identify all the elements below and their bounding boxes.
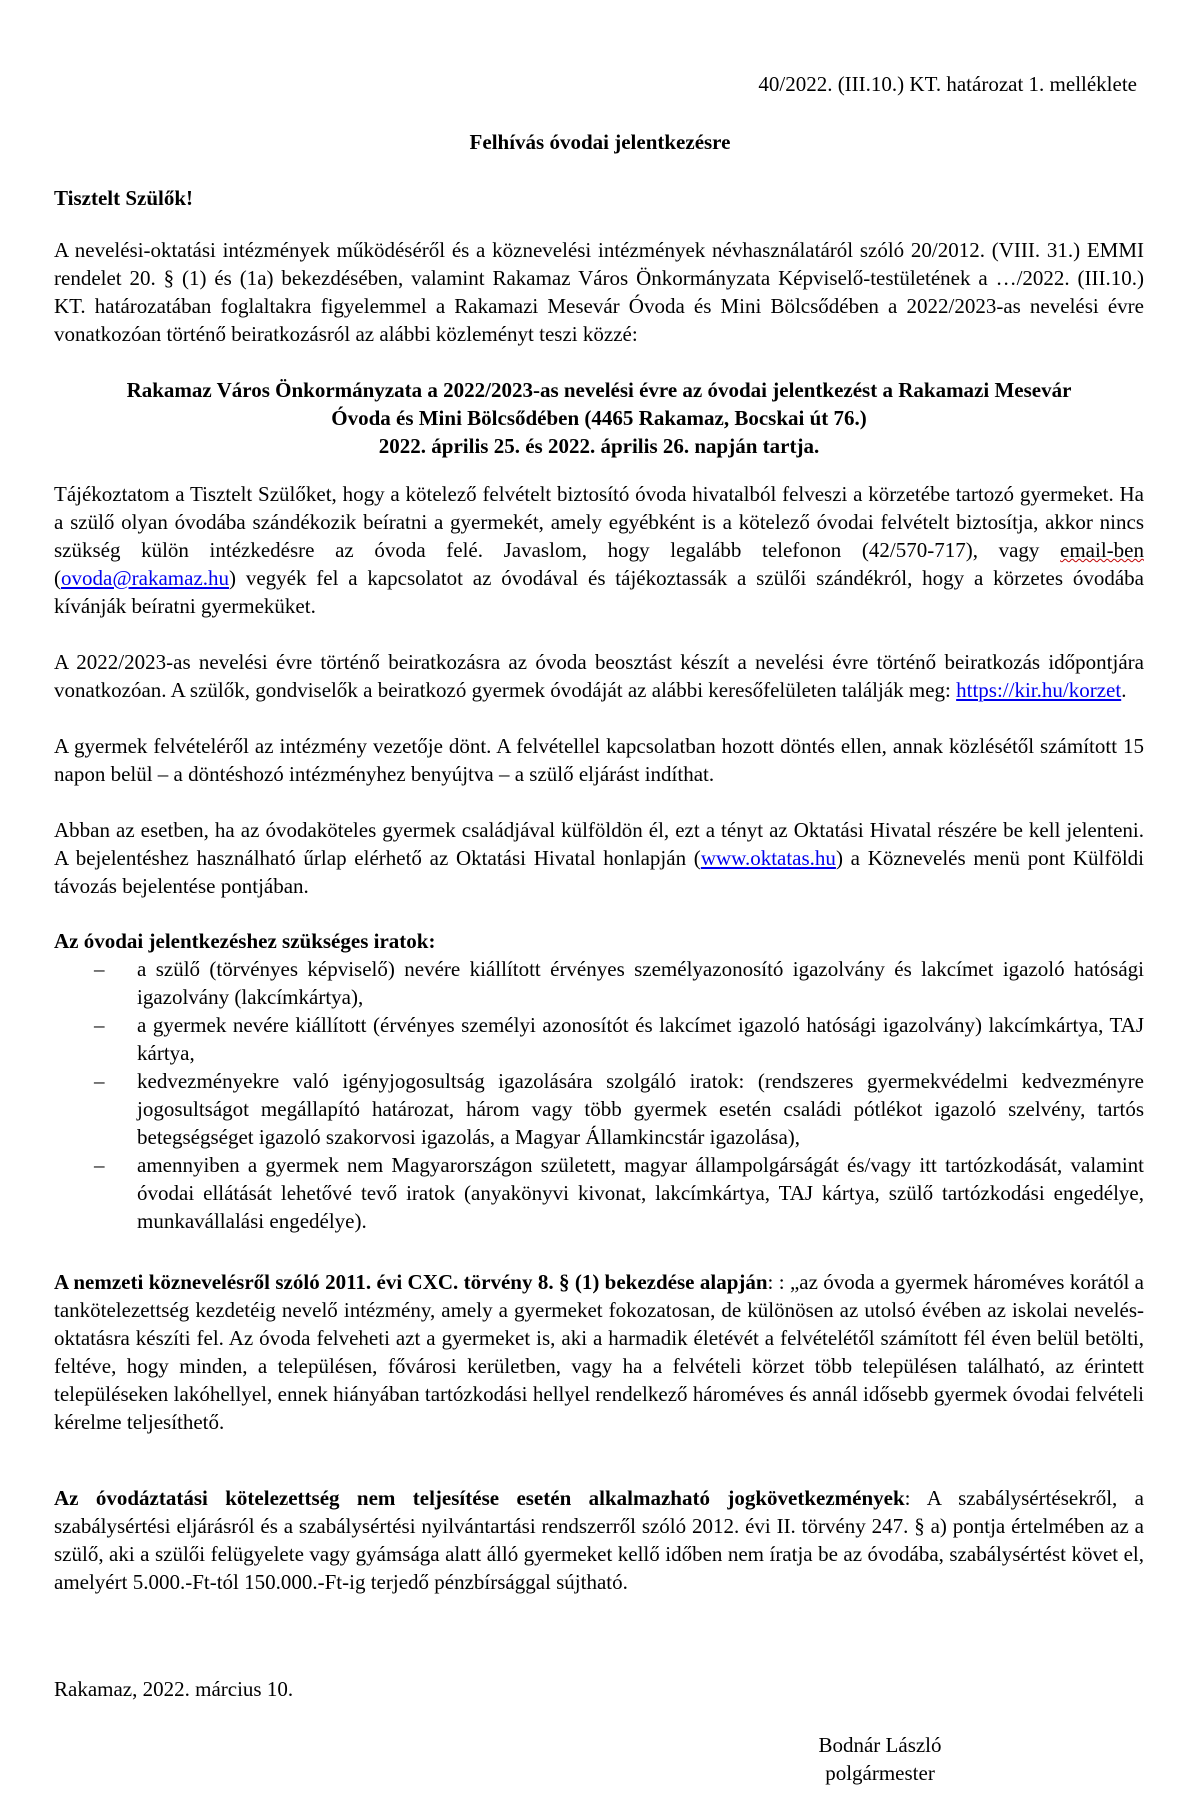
email-word: email-ben (1060, 538, 1144, 562)
enrollment-announcement (54, 376, 1144, 460)
intro-paragraph: A nevelési-oktatási intézmények működéséről és a köznevelési intézmények névhasználatáról szóló 20/2012. (VIII. 31.) EMMI rendelet 20. § (1) és (1a) bekezdésében, valamint Rakamaz Város Önkormányzata Képviselő-testületének a …/2022. (III.10.) KT. határozatában foglaltakra figyelemmel a Rakamazi Mesevár Óvoda és Mini Bölcsődében a 2022/2023-as nevelési évre vonatkozóan történő beiratkozásról az alábbi közleményt teszi közzé: (54, 238, 1144, 346)
law-paragraph (54, 1268, 1144, 1436)
list-dash: – (94, 1013, 105, 1037)
sanction-heading: Az óvodáztatási kötelezettség nem teljesítése esetén alkalmazható jogkövetkezmények (54, 1486, 905, 1510)
sanction-paragraph (54, 1484, 1144, 1596)
list-item (54, 955, 1144, 1011)
contact-text-a: Tájékoztatom a Tisztelt Szülőket, hogy a kötelező felvételt biztosító óvoda hivatalból felveszi a körzetébe tartozó gyermeket. Ha a szülő olyan óvodába szándékozik beíratni a gyermekét, amely egyébként is a kötelező óvodai felvételt biztosítja, akkor nincs szükség külön intézkedésre az óvoda felé. Javaslom, hogy legalább telefonon (42/570-717), vagy (54, 482, 1144, 562)
law-reference: A nemzeti köznevelésről szóló 2011. évi CXC. törvény 8. § (1) bekezdése alapján (54, 1270, 768, 1294)
law-text: : : „az óvoda a gyermek hároméves korától a tankötelezettség kezdetéig nevelő intézmény, amely a gyermeket fokozatosan, de különösen az utolsó évében az iskolai nevelés-oktatásra készíti fel. Az óvoda felveheti azt a gyermeket is, aki a harmadik életévét a felvételétől számított fél éven belül betölti, feltéve, hogy minden, a településen, fővárosi kerületben, vagy ha a felvételi körzet több településen található, az érintett településeken lakóhellyel, ennek hiányában tartózkodási hellyel rendelkező hároméves és annál idősebb gyermek óvodai felvételi kérelme teljesíthető. (54, 1270, 1144, 1434)
oktatas-link[interactable]: www.oktatas.hu (700, 846, 836, 870)
schedule-text: A 2022/2023-as nevelési évre történő beiratkozásra az óvoda beosztást készít a nevelési évre történő beiratkozás időpontjára vonatkozóan. A szülők, gondviselők a beiratkozó gyermek óvodáját az alábbi keresőfelületen találják meg: (54, 650, 1144, 702)
documents-heading: Az óvodai jelentkezéshez szükséges iratok: (54, 929, 436, 953)
list-item (54, 1011, 1144, 1067)
announcement-line-3: 2022. április 25. és 2022. április 26. napján tartja. (378, 434, 820, 458)
email-link[interactable]: ovoda@rakamaz.hu (61, 566, 230, 590)
signer-name: Bodnár László (818, 1733, 942, 1757)
kir-link[interactable]: https://kir.hu/korzet (956, 678, 1122, 702)
list-item-text: a gyermek nevére kiállított (érvényes személyi azonosítót és lakcímet igazoló hatósági igazolvány) lakcímkártya, TAJ kártya, (137, 1013, 1144, 1065)
contact-paragraph (54, 480, 1144, 620)
salutation: Tisztelt Szülők! (54, 186, 194, 210)
abroad-text-b: ) a Köznevelés menü pont Külföldi távozás bejelentése pontjában. (54, 846, 1145, 898)
contact-paren: ( (54, 566, 61, 590)
documents-list (54, 955, 1144, 1235)
announcement-line-2: Óvoda és Mini Bölcsődében (4465 Rakamaz, Bocskai út 76.) (331, 406, 867, 430)
list-dash: – (94, 1069, 105, 1093)
schedule-end: . (1121, 678, 1127, 702)
document-title: Felhívás óvodai jelentkezésre (469, 130, 731, 154)
list-item-text: a szülő (törvényes képviselő) nevére kiállított érvényes személyazonosító igazolvány és lakcímet igazoló hatósági igazolvány (lakcímkártya), (137, 957, 1144, 1009)
signature-block (760, 1731, 1000, 1787)
announcement-line-1: Rakamaz Város Önkormányzata a 2022/2023-as nevelési évre az óvodai jelentkezést a Rakamazi Mesevár (126, 378, 1072, 402)
abroad-paragraph (54, 816, 1144, 900)
decision-paragraph: A gyermek felvételéről az intézmény vezetője dönt. A felvétellel kapcsolatban hozott döntés ellen, annak közlésétől számított 15 napon belül – a döntéshozó intézményhez benyújtva – a szülő eljárást indíthat. (54, 734, 1144, 786)
abroad-text-a: Abban az esetben, ha az óvodaköteles gyermek családjával külföldön él, ezt a tényt az Oktatási Hivatal részére be kell jelenteni. A bejelentéshez használható űrlap elérhető az Oktatási Hivatal honlapján ( (54, 818, 1144, 870)
list-item (54, 1151, 1144, 1235)
list-item-text: amennyiben a gyermek nem Magyarországon született, magyar állampolgárságát és/vagy itt tartózkodását, valamint óvodai ellátását lehetővé tevő iratok (anyakönyvi kivonat, lakcímkártya, TAJ kártya, szülő tartózkodási engedélye, munkavállalási engedélye). (137, 1153, 1144, 1233)
list-item (54, 1067, 1144, 1151)
sanction-text: : A szabálysértésekről, a szabálysértési eljárásról és a szabálysértési nyilvántartási rendszerről szóló 2012. évi II. törvény 247. § a) pontja értelmében az a szülő, aki a szülői felügyelete vagy gyámsága alatt álló gyermeket kellő időben nem íratja be az óvodába, szabálysértést követ el, amelyért 5.000.-Ft-tól 150.000.-Ft-ig terjedő pénzbírsággal sújtható. (54, 1486, 1144, 1594)
list-item-text: kedvezményekre való igényjogosultság igazolására szolgáló iratok: (rendszeres gyermekvédelmi kedvezményre jogosultságot megállapító határozat, három vagy több gyermek esetén családi pótlékot igazoló szelvény, tartós betegségséget igazoló szakorvosi igazolás, a Magyar Államkincstár igazolása), (137, 1069, 1144, 1149)
list-dash: – (94, 1153, 105, 1177)
schedule-paragraph (54, 648, 1144, 704)
signer-title: polgármester (825, 1761, 935, 1785)
required-documents (54, 927, 1144, 1235)
place-date: Rakamaz, 2022. március 10. (54, 1677, 294, 1701)
annex-reference: 40/2022. (III.10.) KT. határozat 1. melléklete (758, 72, 1137, 96)
contact-text-b: ) vegyék fel a kapcsolatot az óvodával és tájékoztassák a szülői szándékról, hogy a körzetes óvodába kívánják beíratni gyermeküket. (54, 566, 1144, 618)
list-dash: – (94, 957, 105, 981)
